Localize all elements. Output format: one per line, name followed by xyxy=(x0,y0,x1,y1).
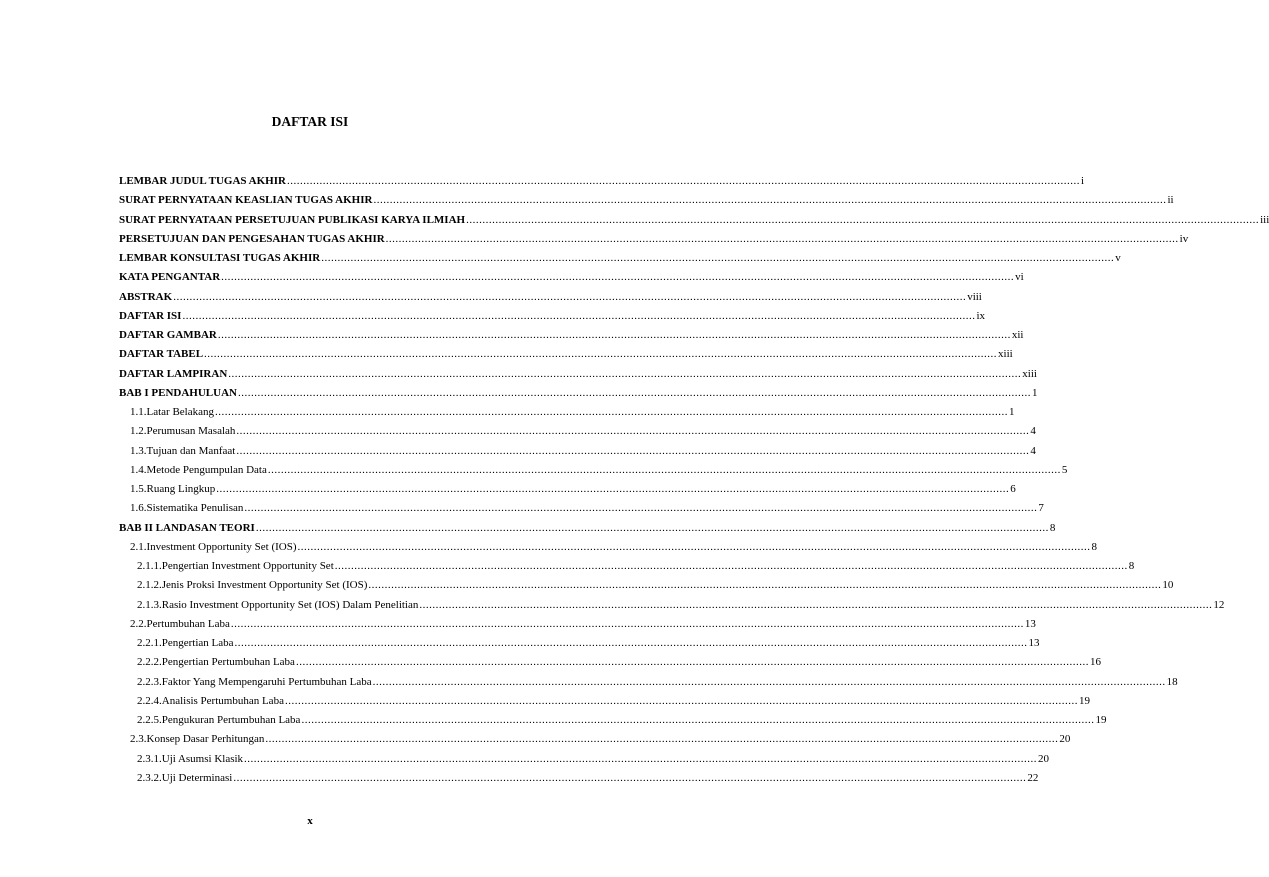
page-number: x xyxy=(307,815,313,827)
toc-entry-page: 8 xyxy=(1049,521,1056,534)
dot-leader xyxy=(238,385,1031,401)
toc-entry-page: 22 xyxy=(1027,771,1039,784)
toc-entry xyxy=(119,212,1269,228)
toc-entry-page: 1 xyxy=(1031,386,1038,399)
toc-entry-label: ABSTRAK xyxy=(119,290,173,303)
toc-entry-page: 12 xyxy=(1213,598,1225,611)
toc-entry-number: 2.2.3. xyxy=(137,675,162,688)
toc-entry xyxy=(130,443,1036,459)
dot-leader xyxy=(235,635,1028,651)
toc-entry-label: KATA PENGANTAR xyxy=(119,271,221,284)
toc-entry-page: 13 xyxy=(1028,637,1040,649)
toc-entry-page: 8 xyxy=(1128,560,1135,572)
dot-leader xyxy=(419,597,1212,613)
toc-entry-number: 2.1.3. xyxy=(137,598,162,611)
toc-entry-page: xii xyxy=(1011,329,1024,341)
dot-leader xyxy=(265,731,1058,747)
toc-entry xyxy=(119,327,1024,343)
toc-entry xyxy=(130,539,1098,555)
toc-entry-label: Pengertian Investment Opportunity Set xyxy=(161,560,334,572)
toc-entry-label: PERSETUJUAN DAN PENGESAHAN TUGAS AKHIR xyxy=(119,232,385,245)
toc-entry-label: Tujuan dan Manfaat xyxy=(146,444,236,457)
toc-entry-label: BAB I PENDAHULUAN xyxy=(119,386,237,399)
toc-entry xyxy=(137,674,1178,690)
toc-entry xyxy=(137,751,1050,767)
toc-entry xyxy=(130,481,1016,497)
toc-entry xyxy=(119,289,982,305)
toc-entry xyxy=(130,462,1068,478)
toc-entry-label: Investment Opportunity Set (IOS) xyxy=(146,540,297,553)
toc-entry-number: 2.1.1. xyxy=(137,560,162,572)
toc-entry-number: 2.2. xyxy=(130,617,147,630)
toc-entry-page: 4 xyxy=(1030,425,1036,438)
toc-entry-page: 20 xyxy=(1038,752,1050,765)
toc-entry-label: Faktor Yang Mempengaruhi Pertumbuhan Laba xyxy=(161,675,372,688)
toc-entry-label: Pengukuran Pertumbuhan Laba xyxy=(161,714,301,726)
toc-entry-label: DAFTAR GAMBAR xyxy=(119,329,217,341)
dot-leader xyxy=(215,404,1008,420)
dot-leader xyxy=(218,327,1011,343)
toc-entry xyxy=(119,231,1189,247)
toc-entry-number: 2.3.2. xyxy=(137,771,162,784)
toc-entry xyxy=(130,423,1036,439)
toc-entry-label: Pengertian Pertumbuhan Laba xyxy=(161,656,295,669)
toc-entry-label: DAFTAR TABEL xyxy=(119,348,204,361)
dot-leader xyxy=(368,577,1161,593)
toc-entry-page: i xyxy=(1080,175,1085,187)
toc-entry-page: 16 xyxy=(1089,656,1101,669)
dot-leader xyxy=(386,231,1179,247)
toc-entry-page: v xyxy=(1115,252,1121,264)
toc-entry-number: 2.2.4. xyxy=(137,694,162,707)
toc-entry-label: Latar Belakang xyxy=(146,406,214,418)
toc-entry-page: 4 xyxy=(1030,444,1036,457)
toc-entry xyxy=(119,173,1085,189)
dot-leader xyxy=(373,674,1166,690)
toc-entry-page: iii xyxy=(1260,213,1269,226)
toc-entry-label: Ruang Lingkup xyxy=(146,483,216,495)
toc-entry-number: 1.5. xyxy=(130,483,147,495)
toc-entry-page: 19 xyxy=(1095,714,1107,726)
toc-entry-page: viii xyxy=(967,290,982,303)
toc-entry-label: Jenis Proksi Investment Opportunity Set (IOS) xyxy=(161,579,368,592)
toc-entry-label: Rasio Investment Opportunity Set (IOS) Dalam Penelitian xyxy=(161,598,419,611)
toc-entry-number: 1.4. xyxy=(130,463,147,476)
dot-leader xyxy=(233,770,1026,786)
toc-entry-label: Perumusan Masalah xyxy=(146,425,236,438)
toc-entry-page: iv xyxy=(1179,232,1189,245)
toc-entry-label: DAFTAR ISI xyxy=(119,309,182,322)
toc-entry-label: LEMBAR JUDUL TUGAS AKHIR xyxy=(119,175,286,187)
toc-entry xyxy=(137,597,1225,613)
toc-entry xyxy=(137,635,1040,651)
dot-leader xyxy=(236,423,1029,439)
page-title: DAFTAR ISI xyxy=(271,114,349,129)
toc-entry-label: Sistematika Penulisan xyxy=(146,502,244,515)
toc-entry xyxy=(119,308,986,324)
toc-entry xyxy=(137,577,1174,593)
toc-entry-number: 1.1. xyxy=(130,406,147,418)
dot-leader xyxy=(287,173,1080,189)
dot-leader xyxy=(231,616,1024,632)
toc-entry-label: LEMBAR KONSULTASI TUGAS AKHIR xyxy=(119,252,321,264)
toc-entry-page: 5 xyxy=(1061,463,1068,476)
dot-leader xyxy=(335,558,1128,574)
dot-leader xyxy=(204,346,997,362)
dot-leader xyxy=(182,308,975,324)
toc-entry-page: ix xyxy=(976,309,986,322)
dot-leader xyxy=(268,462,1061,478)
toc-entry xyxy=(137,558,1135,574)
toc-entry-number: 1.2. xyxy=(130,425,147,438)
toc-entry xyxy=(130,731,1071,747)
toc-entry xyxy=(130,500,1044,516)
toc-entry xyxy=(137,693,1090,709)
toc-entry xyxy=(119,520,1056,536)
toc-entry-label: Konsep Dasar Perhitungan xyxy=(146,733,265,746)
dot-leader xyxy=(298,539,1091,555)
toc-entry-number: 1.6. xyxy=(130,502,147,515)
toc-entry xyxy=(130,404,1015,420)
toc-entry-page: 19 xyxy=(1078,694,1090,707)
dot-leader xyxy=(466,212,1259,228)
dot-leader xyxy=(236,443,1029,459)
dot-leader xyxy=(256,520,1049,536)
toc-entry-page: 10 xyxy=(1162,579,1174,592)
toc-entry xyxy=(137,654,1101,670)
toc-entry xyxy=(119,385,1038,401)
toc-entry-label: Uji Determinasi xyxy=(161,771,233,784)
toc-entry-number: 2.1. xyxy=(130,540,147,553)
dot-leader xyxy=(221,269,1014,285)
toc-entry-label: Pertumbuhan Laba xyxy=(146,617,230,630)
toc-entry-label: DAFTAR LAMPIRAN xyxy=(119,367,228,380)
toc-entry xyxy=(119,250,1121,266)
toc-entry-number: 1.3. xyxy=(130,444,147,457)
dot-leader xyxy=(285,693,1078,709)
toc-entry xyxy=(119,269,1024,285)
toc-entry xyxy=(119,192,1174,208)
toc-entry-page: 1 xyxy=(1009,406,1015,418)
toc-entry-number: 2.2.2. xyxy=(137,656,162,669)
toc-entry-page: 20 xyxy=(1059,733,1071,746)
dot-leader xyxy=(244,500,1037,516)
dot-leader xyxy=(173,289,966,305)
toc-entry-label: SURAT PERNYATAAN KEASLIAN TUGAS AKHIR xyxy=(119,194,373,207)
toc-entry-page: 18 xyxy=(1166,675,1178,688)
toc-entry-label: SURAT PERNYATAAN PERSETUJUAN PUBLIKASI KARYA ILMIAH xyxy=(119,213,466,226)
toc-entry-label: BAB II LANDASAN TEORI xyxy=(119,521,255,534)
dot-leader xyxy=(321,250,1114,266)
dot-leader xyxy=(216,481,1009,497)
toc-entry-page: vi xyxy=(1015,271,1024,284)
toc-entry-number: 2.3. xyxy=(130,733,147,746)
toc-entry-page: 8 xyxy=(1091,540,1098,553)
toc-entry xyxy=(137,770,1039,786)
toc-entry xyxy=(119,366,1037,382)
dot-leader xyxy=(244,751,1037,767)
toc-entry-label: Pengertian Laba xyxy=(161,637,234,649)
toc-entry xyxy=(137,712,1107,728)
dot-leader xyxy=(296,654,1089,670)
toc-entry-page: 7 xyxy=(1038,502,1044,515)
toc-entry-page: 6 xyxy=(1010,483,1016,495)
toc-entry-page: xiii xyxy=(998,348,1013,361)
toc-entry-page: ii xyxy=(1167,194,1174,207)
toc-entry-number: 2.2.5. xyxy=(137,714,162,726)
toc-entry xyxy=(119,346,1013,362)
toc-entry-number: 2.3.1. xyxy=(137,752,162,765)
dot-leader xyxy=(228,366,1021,382)
toc-entry-label: Metode Pengumpulan Data xyxy=(146,463,267,476)
toc-entry-page: 13 xyxy=(1024,617,1036,630)
dot-leader xyxy=(301,712,1094,728)
toc-entry-label: Analisis Pertumbuhan Laba xyxy=(161,694,284,707)
toc-entry-label: Uji Asumsi Klasik xyxy=(161,752,244,765)
toc-entry xyxy=(130,616,1036,632)
toc-entry-page: xiii xyxy=(1022,367,1037,380)
dot-leader xyxy=(373,192,1166,208)
toc-entry-number: 2.2.1. xyxy=(137,637,162,649)
toc-entry-number: 2.1.2. xyxy=(137,579,162,592)
